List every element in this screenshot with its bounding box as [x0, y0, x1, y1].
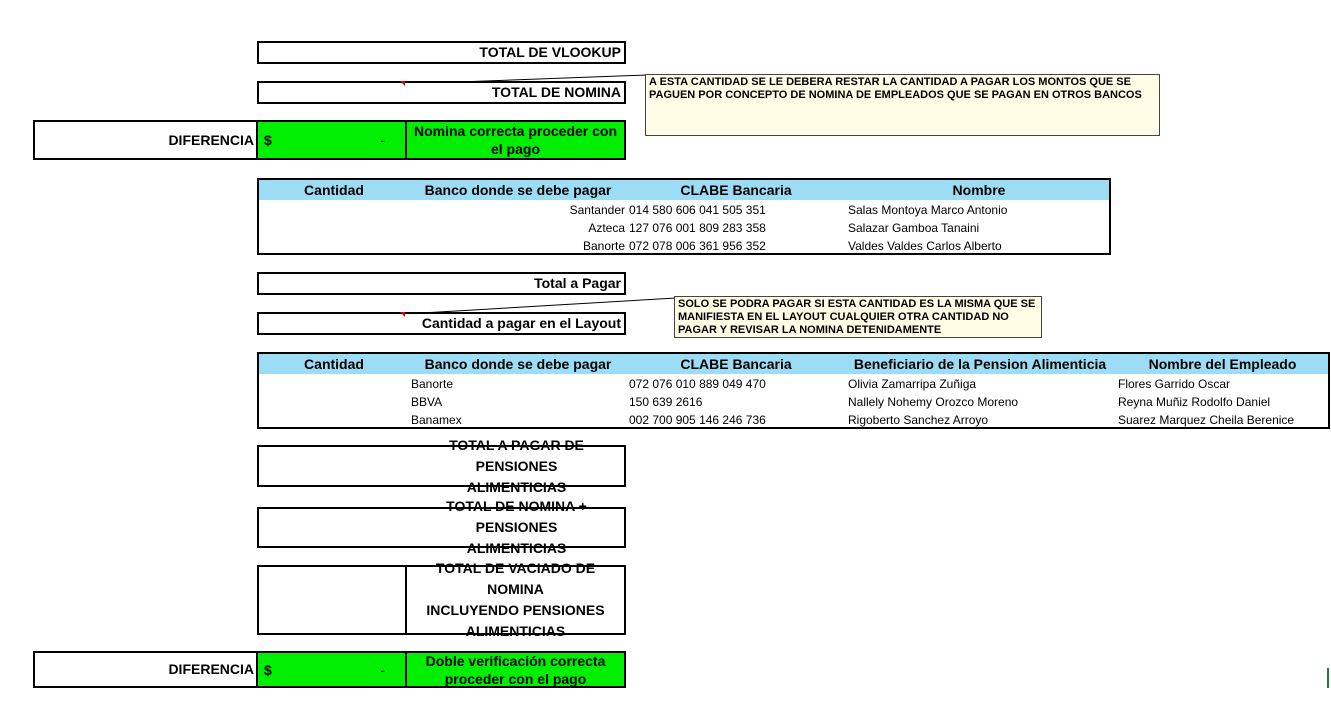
- diferencia2-value-cell[interactable]: [256, 651, 407, 688]
- row3-banco[interactable]: Banorte: [582, 239, 625, 253]
- total-a-pagar-label: Total a Pagar: [534, 275, 621, 291]
- row2-banco[interactable]: Azteca: [588, 221, 625, 235]
- diferencia-value-cell[interactable]: [256, 120, 407, 160]
- row1-banco[interactable]: Banorte: [411, 377, 454, 391]
- row2-beneficiario[interactable]: Nallely Nohemy Orozco Moreno: [848, 395, 1019, 409]
- cell-selection-edge-icon: [1327, 668, 1329, 688]
- comment-note-layout: [674, 296, 1042, 338]
- row2-nombre[interactable]: Salazar Gamboa Tanaini: [848, 221, 980, 235]
- header-clabe[interactable]: CLABE Bancaria: [680, 182, 792, 198]
- total-vlookup-cell[interactable]: [257, 41, 626, 64]
- row2-clabe[interactable]: 150 639 2616: [629, 395, 703, 409]
- total-nomina-cell[interactable]: [257, 81, 626, 104]
- header2-beneficiario[interactable]: Beneficiario de la Pension Alimenticia: [853, 356, 1107, 372]
- header2-banco[interactable]: Banco donde se debe pagar: [424, 356, 612, 372]
- total-pensiones-cell[interactable]: [257, 436, 626, 495]
- total-a-pagar-cell[interactable]: [257, 272, 626, 295]
- diferencia-value: -: [380, 132, 385, 148]
- total-pensiones-line1: TOTAL A PAGAR DE PENSIONES: [449, 436, 584, 474]
- diferencia2-value: -: [380, 661, 385, 678]
- diferencia-label: DIFERENCIA: [168, 131, 254, 148]
- row3-banco[interactable]: Banamex: [411, 413, 462, 427]
- vaciado-line1: TOTAL DE VACIADO DE NOMINA: [435, 560, 596, 597]
- nomina-pensiones-cell[interactable]: [257, 498, 626, 556]
- status-line-1: Nomina correcta proceder con: [413, 123, 618, 139]
- vaciado-line3: ALIMENTICIAS: [465, 623, 566, 639]
- currency-symbol-2: $: [264, 661, 272, 678]
- row1-clabe[interactable]: 072 076 010 889 049 470: [629, 377, 766, 391]
- row2-empleado[interactable]: Reyna Muñiz Rodolfo Daniel: [1118, 395, 1271, 409]
- diferencia2-label: DIFERENCIA: [168, 661, 254, 677]
- table2-header: [259, 354, 1328, 374]
- header-nombre[interactable]: Nombre: [952, 182, 1006, 198]
- row3-clabe[interactable]: 072 078 006 361 956 352: [629, 239, 766, 253]
- comment-note-layout-text: SOLO SE PODRA PAGAR SI ESTA CANTIDAD ES LA MISMA QUE SE MANIFIESTA EN EL LAYOUT CUALQUIER OTRA CANTIDAD NO PAGAR Y REVISAR LA NOMINA DETENIDAMENTE: [678, 298, 1036, 336]
- nomina-pensiones-line1: TOTAL DE NOMINA + PENSIONES: [446, 498, 587, 535]
- row2-banco[interactable]: BBVA: [411, 395, 443, 409]
- header2-clabe[interactable]: CLABE Bancaria: [680, 356, 792, 372]
- table-header: [259, 180, 1109, 200]
- header-cantidad[interactable]: Cantidad: [304, 182, 364, 198]
- total-nomina-label: TOTAL DE NOMINA: [491, 84, 621, 100]
- cantidad-layout-cell[interactable]: [257, 312, 626, 335]
- header-banco[interactable]: Banco donde se debe pagar: [424, 182, 612, 198]
- otros-bancos-table: [257, 178, 1111, 255]
- status2-line-2: proceder con el pago: [444, 670, 587, 687]
- row3-beneficiario[interactable]: Rigoberto Sanchez Arroyo: [848, 413, 989, 427]
- header2-cantidad[interactable]: Cantidad: [304, 356, 364, 372]
- comment-note-nomina: [645, 74, 1160, 136]
- total-pensiones-line2: ALIMENTICIAS: [466, 478, 567, 495]
- comment-note-nomina-text: A ESTA CANTIDAD SE LE DEBERA RESTAR LA CANTIDAD A PAGAR LOS MONTOS QUE SE PAGUEN POR CONCEPTO DE NOMINA DE EMPLEADOS QUE SE PAGAN EN OTROS BANCOS: [649, 76, 1142, 101]
- diferencia-status-cell[interactable]: [405, 120, 626, 160]
- row1-nombre[interactable]: Salas Montoya Marco Antonio: [848, 203, 1008, 217]
- nomina-pensiones-line2: ALIMENTICIAS: [466, 540, 567, 556]
- vaciado-label-cell[interactable]: [405, 560, 626, 639]
- status2-line-1: Doble verificación correcta: [425, 652, 606, 669]
- cantidad-layout-label: Cantidad a pagar en el Layout: [421, 315, 621, 331]
- diferencia2-label-cell[interactable]: [33, 651, 258, 688]
- row3-clabe[interactable]: 002 700 905 146 246 736: [629, 413, 766, 427]
- pensiones-table: [257, 352, 1330, 429]
- vaciado-value-cell[interactable]: [257, 565, 407, 635]
- row1-empleado[interactable]: Flores Garrido Oscar: [1118, 377, 1231, 391]
- total-vlookup-label: TOTAL DE VLOOKUP: [479, 44, 621, 60]
- row1-clabe[interactable]: 014 580 606 041 505 351: [629, 203, 766, 217]
- vaciado-line2: INCLUYENDO PENSIONES: [426, 602, 605, 618]
- row3-empleado[interactable]: Suarez Marquez Cheila Berenice: [1118, 413, 1295, 427]
- header2-empleado[interactable]: Nombre del Empleado: [1148, 356, 1297, 372]
- row2-clabe[interactable]: 127 076 001 809 283 358: [629, 221, 766, 235]
- currency-symbol: $: [264, 132, 272, 148]
- row1-beneficiario[interactable]: Olivia Zamarripa Zuñiga: [848, 377, 977, 391]
- row1-banco[interactable]: Santander: [569, 203, 625, 217]
- status-line-2: el pago: [490, 141, 540, 157]
- diferencia-label-cell[interactable]: [33, 120, 258, 160]
- diferencia2-status-cell[interactable]: [405, 651, 626, 688]
- row3-nombre[interactable]: Valdes Valdes Carlos Alberto: [848, 239, 1002, 253]
